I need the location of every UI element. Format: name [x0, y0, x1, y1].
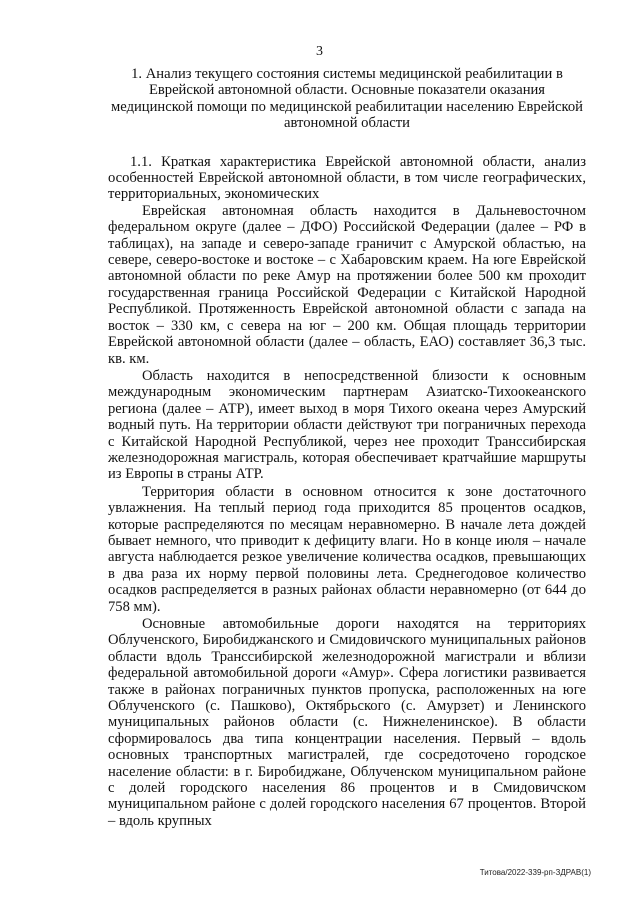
section-heading: 1. Анализ текущего состояния системы медицинской реабилитации в Еврейской автономной области. Основные показатели оказания медицинской помощи по медицинской реабилитации населению Еврейской автономной области [111, 66, 583, 132]
subsection-heading: 1.1. Краткая характеристика Еврейской автономной области, анализ особенностей Еврейской автономной области, в том числе географических, территориальных, экономических [108, 153, 586, 203]
document-body [108, 66, 586, 829]
paragraph-location: Область находится в непосредственной близости к основным международным экономическим партнерам Азиатско-Тихоокеанского региона (далее – АТР), имеет выход в моря Тихого океана через Амурский водный путь. На территории области действуют три пограничных перехода с Китайской Народной Республикой, через нее проходит Транссибирская железнодорожная магистраль, которая обеспечивает кратчайшие маршруты из Европы в страны АТР. [108, 367, 586, 483]
paragraph-geography: Еврейская автономная область находится в Дальневосточном федеральном округе (далее – ДФО) Российской Федерации (далее – РФ в таблицах), на западе и северо-западе граничит с Амурской областью, на севере, северо-востоке и востоке – с Хабаровским краем. На юге Еврейской автономной области по реке Амур на протяжении более 500 км проходит государственная граница Российской Федерации с Китайской Народной Республикой. Протяженность Еврейской автономной области с запада на восток – 330 км, с севера на юг – 200 км. Общая площадь территории Еврейской автономной области (далее – область, ЕАО) составляет 36,3 тыс. кв. км. [108, 202, 586, 367]
paragraph-climate: Территория области в основном относится к зоне достаточного увлажнения. На теплый период года приходится 85 процентов осадков, которые распределяются по месяцам неравномерно. В начале лета дождей бывает немного, что приводит к дефициту влаги. Но в конце июля – начале августа наблюдается резкое увеличение количества осадков, превышающих в два раза их норму первой половины лета. Среднегодовое количество осадков распределяется в разных районах области неравномерно (от 644 до 758 мм). [108, 483, 586, 615]
document-footer-code: Титова/2022-339-рп-ЗДРАВ(1) [479, 868, 591, 877]
paragraph-roads-population: Основные автомобильные дороги находятся на территориях Облученского, Биробиджанского и Смидовичского муниципальных районов области вдоль Транссибирской железнодорожной магистрали и вблизи федеральной автомобильной дороги «Амур». Сфера логистики развивается также в районах пограничных пунктов пропуска, расположенных на юге Облученского (с. Пашково), Октябрьского (с. Амурзет) и Ленинского муниципальных районов области (с. Нижнеленинское). В области сформировалось два типа концентрации населения. Первый – вдоль основных транспортных магистралей, где сосредоточено городское население области: в г. Биробиджане, Облученском муниципальном районе с долей городского населения 86 процентов и в Смидовичском муниципальном районе с долей городского населения 67 процентов. Второй – вдоль крупных [108, 616, 586, 829]
page-number: 3 [316, 44, 323, 59]
